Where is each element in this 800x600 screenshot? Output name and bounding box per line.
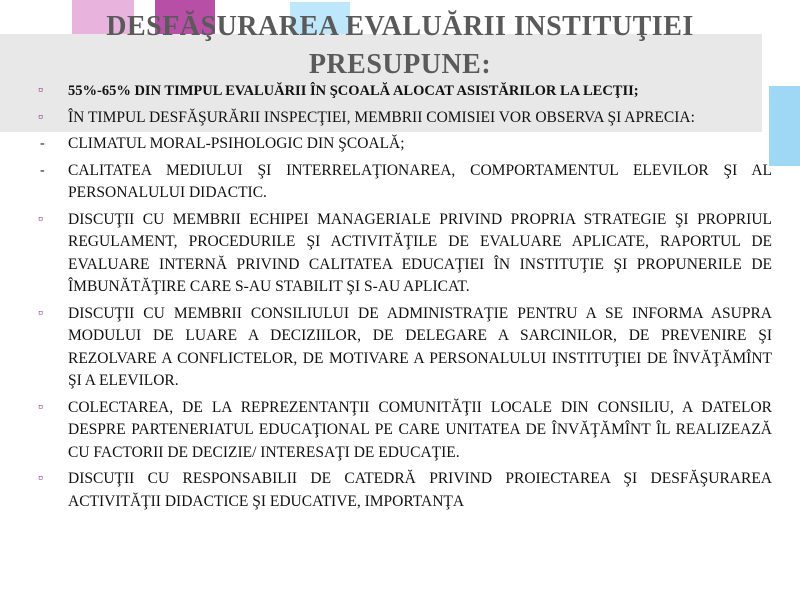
dash-bullet-icon: - bbox=[40, 162, 45, 178]
list-item bbox=[38, 209, 772, 299]
square-bullet-icon: ▫ bbox=[38, 471, 43, 486]
list-item-text: COLECTAREA, DE LA REPREZENTANŢII COMUNITĂŢII LOCALE DIN CONSILIU, A DATELOR DESPRE PARTENERIATUL EDUCAŢIONAL PE CARE UNITATEA DE ÎNVĂŢĂMÎNT ÎL REALIZEAZĂ CU FACTORII DE DECIZIE/ INTERESAŢI DE EDUCAŢIE. bbox=[68, 398, 772, 461]
list-item-text: ÎN TIMPUL DESFĂŞURĂRII INSPECŢIEI, MEMBRII COMISIEI VOR OBSERVA ŞI APRECIA: bbox=[68, 108, 695, 126]
list-item bbox=[38, 133, 772, 156]
bullet-list bbox=[38, 80, 772, 517]
list-item-text: DISCUŢII CU RESPONSABILII DE CATEDRĂ PRIVIND PROIECTAREA ŞI DESFĂŞURAREA ACTIVITĂŢII DIDACTICE ŞI EDUCATIVE, IMPORTANŢA bbox=[68, 470, 772, 510]
list-item-text: CLIMATUL MORAL-PSIHOLOGIC DIN ŞCOALĂ; bbox=[68, 135, 405, 152]
list-item-text: 55%-65% DIN TIMPUL EVALUĂRII ÎN ŞCOALĂ ALOCAT ASISTĂRILOR LA LECŢII; bbox=[68, 83, 639, 99]
list-item bbox=[38, 80, 772, 103]
square-bullet-icon: ▫ bbox=[38, 211, 43, 227]
list-item-text: DISCUŢII CU MEMBRII CONSILIULUI DE ADMINISTRAŢIE PENTRU A SE INFORMA ASUPRA MODULUI DE LUARE A DECIZIILOR, DE DELEGARE A SARCINILOR, DE PREVENIRE ŞI REZOLVARE A CONFLICTELOR, DE MOTIVARE A PERSONALULUI INSTITUŢIEI DE ÎNVĂŢĂMÎNT ŞI A ELEVILOR. bbox=[68, 304, 772, 389]
square-bullet-icon: ▫ bbox=[38, 109, 43, 125]
slide-title: DESFĂŞURAREA EVALUĂRII INSTITUŢIEI PRESUPUNE: bbox=[106, 11, 694, 80]
list-item bbox=[38, 107, 772, 130]
square-bullet-icon: ▫ bbox=[38, 83, 43, 98]
list-item-text: CALITATEA MEDIULUI ŞI INTERRELAŢIONAREA, COMPORTAMENTUL ELEVILOR ŞI AL PERSONALULUI DIDACTIC. bbox=[68, 161, 772, 201]
list-item-text: DISCUŢII CU MEMBRII ECHIPEI MANAGERIALE PRIVIND PROPRIA STRATEGIE ŞI PROPRIUL REGULAMENT, PROCEDURILE ŞI ACTIVITĂŢILE DE EVALUARE APLICATE, RAPORTUL DE EVALUARE INTERNĂ PRIVIND CALITATEA EDUCAŢIEI ÎN INSTITUŢIE ŞI PROPUNERILE DE ÎMBUNĂTĂŢIRE CARE S-AU STABILIT ŞI S-AU APLICAT. bbox=[68, 210, 772, 295]
list-item bbox=[38, 160, 772, 205]
dash-bullet-icon: - bbox=[40, 136, 45, 151]
square-bullet-icon: ▫ bbox=[38, 399, 43, 415]
square-bullet-icon: ▫ bbox=[38, 305, 43, 321]
list-item bbox=[38, 303, 772, 393]
decor-blue-square-right bbox=[769, 86, 800, 166]
list-item bbox=[38, 397, 772, 465]
list-item bbox=[38, 468, 772, 513]
